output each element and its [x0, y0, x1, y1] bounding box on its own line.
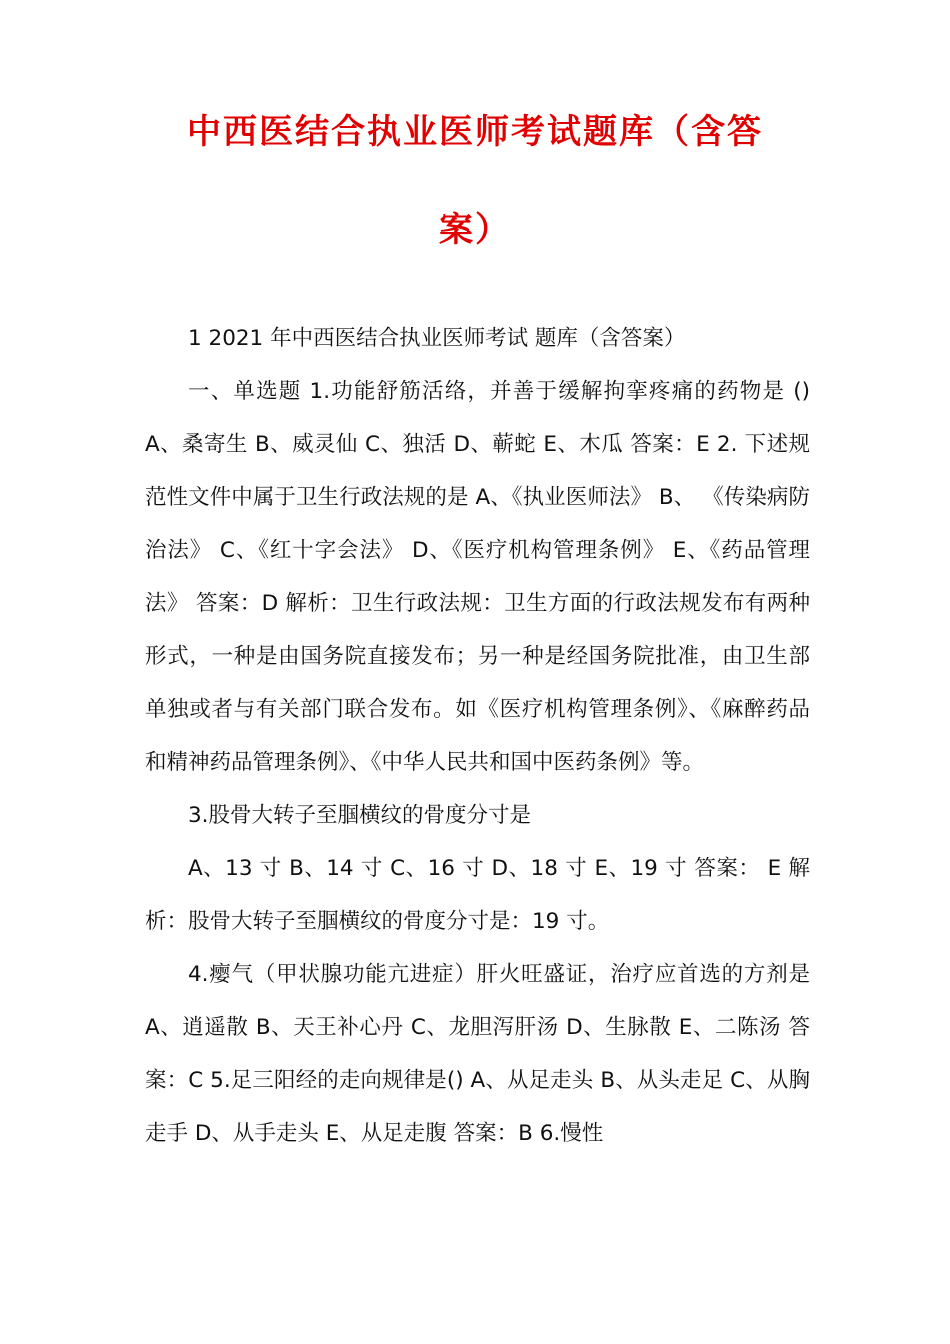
paragraph-question-3: 3.股骨大转子至腘横纹的骨度分寸是	[188, 803, 532, 828]
paragraph-heading: 1 2021 年中西医结合执业医师考试 题库（含答案）	[188, 326, 686, 351]
document-title-line-2: 案）	[439, 210, 511, 250]
paragraph-question-3-options: A、13 寸 B、14 寸 C、16 寸 D、18 寸 E、19 寸 答案： E 解析：股骨大转子至腘横纹的骨度分寸是：19 寸。	[145, 856, 810, 934]
paragraph-questions-1-2: 一、单选题 1.功能舒筋活络，并善于缓解拘挛疼痛的药物是 () A、桑寄生 B、威灵仙 C、独活 D、蕲蛇 E、木瓜 答案：E 2. 下述规范性文件中属于卫生行政法规的是 A、《执业医师法》 B、 《传染病防治法》 C、《红十字会法》 D、《医疗机构管理条例》 E、《药品管理法》 答案：D 解析：卫生行政法规：卫生方面的行政法规发布有两种形式，一种是由国务院直接发布；另一种是经国务院批准，由卫生部单独或者与有关部门联合发布。如《医疗机构管理条例》、《麻醉药品和精神药品管理条例》、《中华人民共和国中医药条例》等。	[145, 379, 810, 775]
document-body	[145, 312, 810, 1160]
paragraph-questions-4-6: 4.瘿气（甲状腺功能亢进症）肝火旺盛证，治疗应首选的方剂是 A、逍遥散 B、天王补心丹 C、龙胆泻肝汤 D、生脉散 E、二陈汤 答案：C 5.足三阳经的走向规律是() A、从足走头 B、从头走足 C、从胸走手 D、从手走头 E、从足走腹 答案：B 6.慢性	[145, 962, 810, 1146]
document-title-line-1: 中西医结合执业医师考试题库（含答	[187, 112, 763, 152]
